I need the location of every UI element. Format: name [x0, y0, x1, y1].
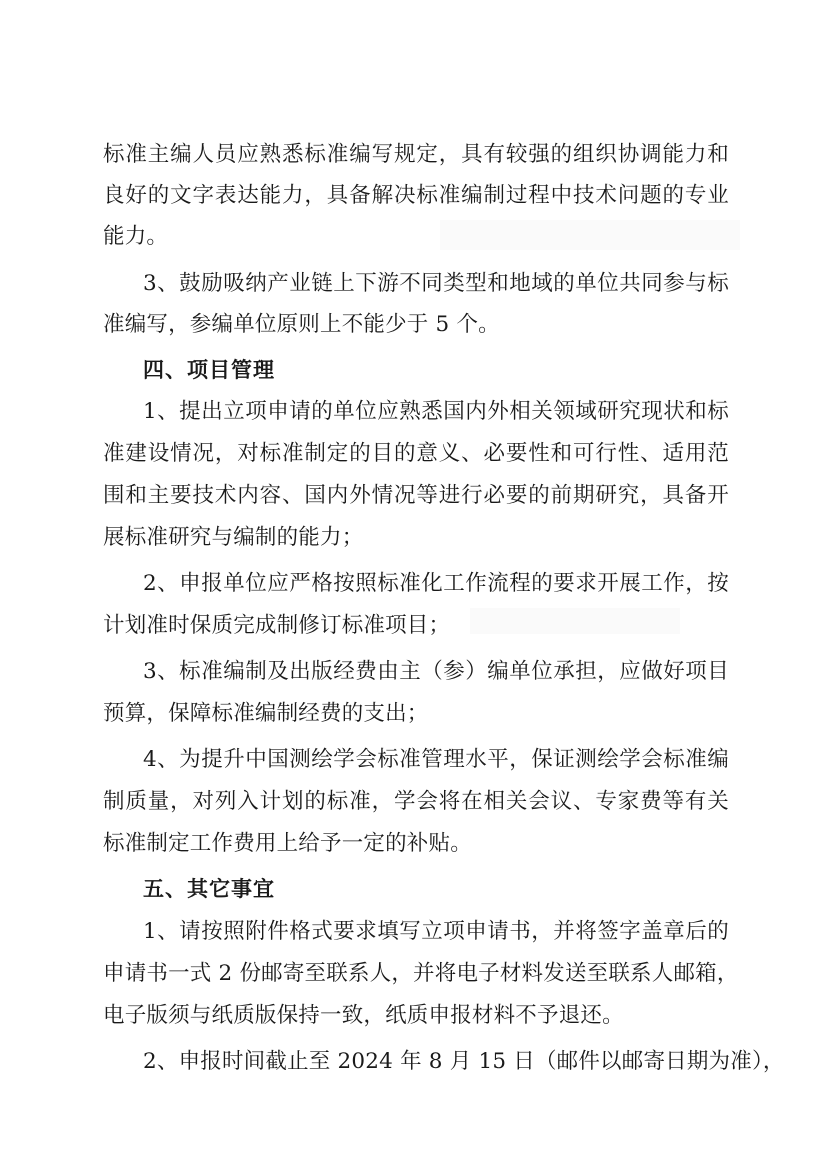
paragraph-line: 准建设情况，对标准制定的目的意义、必要性和可行性、适用范 — [103, 441, 729, 466]
paragraph-line: 3、标准编制及出版经费由主（参）编单位承担，应做好项目 — [143, 659, 729, 684]
paragraph-line: 2、申报时间截止至 2024 年 8 月 15 日（邮件以邮寄日期为准）， — [143, 1049, 785, 1074]
paragraph-line: 制质量，对列入计划的标准，学会将在相关会议、专家费等有关 — [103, 789, 729, 814]
paragraph-line: 标准主编人员应熟悉标准编写规定，具有较强的组织协调能力和 — [103, 142, 729, 167]
paragraph-line: 准编写，参编单位原则上不能少于 5 个。 — [103, 312, 500, 337]
paragraph-line: 计划准时保质完成制修订标准项目； — [103, 613, 451, 638]
paragraph-line: 能力。 — [103, 224, 169, 249]
paragraph-line: 标准制定工作费用上给予一定的补贴。 — [103, 831, 472, 856]
paragraph-line: 3、鼓励吸纳产业链上下游不同类型和地域的单位共同参与标 — [143, 271, 729, 296]
paragraph-line: 1、提出立项申请的单位应熟悉国内外相关领域研究现状和标 — [143, 399, 729, 424]
paragraph-line: 2、申报单位应严格按照标准化工作流程的要求开展工作，按 — [143, 571, 729, 596]
paragraph-line: 预算，保障标准编制经费的支出； — [103, 701, 429, 726]
section-heading: 五、其它事宜 — [143, 877, 275, 901]
paragraph-line: 电子版须与纸质版保持一致，纸质申报材料不予退还。 — [103, 1003, 624, 1028]
paragraph-line: 良好的文字表达能力，具备解决标准编制过程中技术问题的专业 — [103, 183, 729, 208]
paragraph-line: 4、为提升中国测绘学会标准管理水平，保证测绘学会标准编 — [143, 747, 729, 772]
paragraph-line: 申请书一式 2 份邮寄至联系人，并将电子材料发送至联系人邮箱， — [103, 961, 739, 986]
paragraph-line: 展标准研究与编制的能力； — [103, 525, 364, 550]
paragraph-line: 围和主要技术内容、国内外情况等进行必要的前期研究，具备开 — [103, 483, 729, 508]
paragraph-line: 1、请按照附件格式要求填写立项申请书，并将签字盖章后的 — [143, 919, 729, 944]
section-heading: 四、项目管理 — [143, 358, 275, 382]
